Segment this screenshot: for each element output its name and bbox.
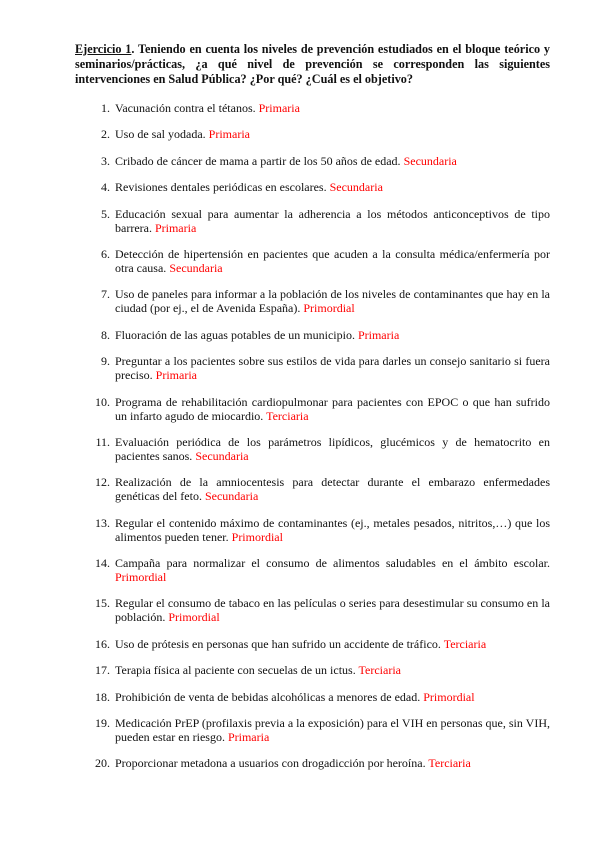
prevention-level: Terciaria	[358, 663, 401, 678]
list-item	[75, 516, 550, 544]
item-text: Regular el contenido máximo de contaminantes (ej., metales pesados, nitritos,…) que los alimentos pueden tener.	[115, 515, 550, 544]
item-number: 1.	[101, 101, 110, 115]
prevention-level: Primaria	[208, 127, 250, 142]
item-text: Campaña para normalizar el consumo de alimentos saludables en el ámbito escolar.	[115, 556, 550, 571]
prevention-level: Secundaria	[403, 153, 457, 168]
item-text: Preguntar a los pacientes sobre sus estilos de vida para darles un consejo sanitario si fuera preciso.	[115, 354, 550, 383]
list-item	[75, 154, 550, 168]
item-text: Regular el consumo de tabaco en las películas o series para desestimular su consumo en la población.	[115, 596, 550, 625]
item-text: Detección de hipertensión en pacientes que acuden a la consulta médica/enfermería por otra causa.	[115, 246, 550, 275]
item-text: Medicación PrEP (profilaxis previa a la exposición) para el VIH en personas que, sin VIH, pueden estar en riesgo.	[115, 716, 550, 745]
item-number: 15.	[95, 596, 110, 611]
list-item	[75, 690, 550, 704]
item-text: Revisiones dentales periódicas en escolares.	[115, 180, 327, 195]
list-item	[75, 328, 550, 342]
list-item	[75, 596, 550, 624]
list-item	[75, 663, 550, 677]
prevention-level: Secundaria	[195, 448, 249, 463]
prevention-level: Primordial	[168, 610, 220, 625]
list-item	[75, 756, 550, 770]
item-number: 3.	[101, 153, 110, 168]
prevention-level: Primaria	[227, 730, 270, 745]
item-text: Programa de rehabilitación cardiopulmonar para pacientes con EPOC o que han sufrido un infarto agudo de miocardio.	[115, 394, 550, 423]
item-text: Uso de paneles para informar a la población de los niveles de contaminantes que hay en la ciudad (por ej., el de Avenida España).	[115, 287, 550, 316]
item-text: Terapia física al paciente con secuelas de un ictus.	[115, 663, 356, 678]
list-item	[75, 127, 550, 141]
list-item	[75, 287, 550, 315]
item-number: 14.	[95, 556, 110, 571]
exercise-heading	[75, 42, 550, 87]
item-number: 8.	[101, 327, 110, 342]
prevention-level: Primordial	[423, 689, 475, 704]
item-number: 2.	[101, 127, 110, 142]
item-number: 7.	[101, 287, 110, 302]
prevention-level: Secundaria	[329, 180, 383, 195]
item-text: Uso de prótesis en personas que han sufrido un accidente de tráfico.	[115, 636, 441, 651]
prevention-level: Terciaria	[443, 636, 487, 651]
item-number: 12.	[95, 475, 110, 490]
item-text: Fluoración de las aguas potables de un municipio.	[115, 327, 355, 342]
list-item	[75, 395, 550, 423]
list-item	[75, 556, 550, 584]
list-item	[75, 207, 550, 235]
item-text: Cribado de cáncer de mama a partir de los 50 años de edad.	[115, 153, 401, 168]
item-text: Prohibición de venta de bebidas alcohólicas a menores de edad.	[115, 689, 421, 704]
prevention-level: Primordial	[115, 570, 167, 585]
item-number: 5.	[101, 206, 110, 221]
item-number: 20.	[95, 756, 110, 771]
item-number: 6.	[101, 246, 110, 261]
list-item	[75, 637, 550, 651]
intervention-list	[75, 101, 550, 770]
prevention-level: Primordial	[231, 529, 283, 544]
item-number: 17.	[95, 663, 110, 678]
prevention-level: Primaria	[154, 220, 197, 235]
item-text: Vacunación contra el tétanos.	[115, 101, 256, 115]
item-number: 13.	[95, 515, 110, 530]
list-item	[75, 716, 550, 744]
item-text: Realización de la amniocentesis para detectar durante el embarazo enfermedades genéticas del feto.	[115, 475, 550, 504]
item-text: Evaluación periódica de los parámetros lipídicos, glucémicos y de hematocrito en pacientes sanos.	[115, 434, 550, 463]
prevention-level: Primaria	[155, 368, 197, 383]
item-number: 10.	[95, 394, 110, 409]
item-number: 9.	[101, 354, 110, 369]
prevention-level: Primordial	[303, 301, 355, 316]
item-number: 16.	[95, 636, 110, 651]
item-text: Uso de sal yodada.	[115, 127, 206, 142]
list-item	[75, 354, 550, 382]
prevention-level: Terciaria	[266, 408, 309, 423]
prevention-level: Secundaria	[169, 260, 223, 275]
item-text: Proporcionar metadona a usuarios con drogadicción por heroína.	[115, 756, 426, 771]
item-number: 18.	[95, 689, 110, 704]
item-number: 19.	[95, 716, 110, 731]
list-item	[75, 475, 550, 503]
prevention-level: Primaria	[357, 327, 400, 342]
prevention-level: Secundaria	[204, 489, 259, 504]
list-item	[75, 247, 550, 275]
prevention-level: Primaria	[258, 101, 300, 115]
prevention-level: Terciaria	[428, 756, 471, 771]
list-item	[75, 435, 550, 463]
exercise-question: . Teniendo en cuenta los niveles de prevención estudiados en el bloque teórico y seminarios/prácticas, ¿a qué nivel de prevención se corresponden las siguientes intervenciones en Salud Pública? ¿Por qué? ¿Cuál es el objetivo?	[75, 42, 550, 86]
list-item	[75, 101, 550, 115]
item-text: Educación sexual para aumentar la adherencia a los métodos anticonceptivos de tipo barrera.	[115, 206, 550, 235]
list-item	[75, 180, 550, 194]
exercise-label: Ejercicio 1	[75, 42, 132, 56]
item-number: 4.	[101, 180, 110, 195]
item-number: 11.	[95, 434, 110, 449]
